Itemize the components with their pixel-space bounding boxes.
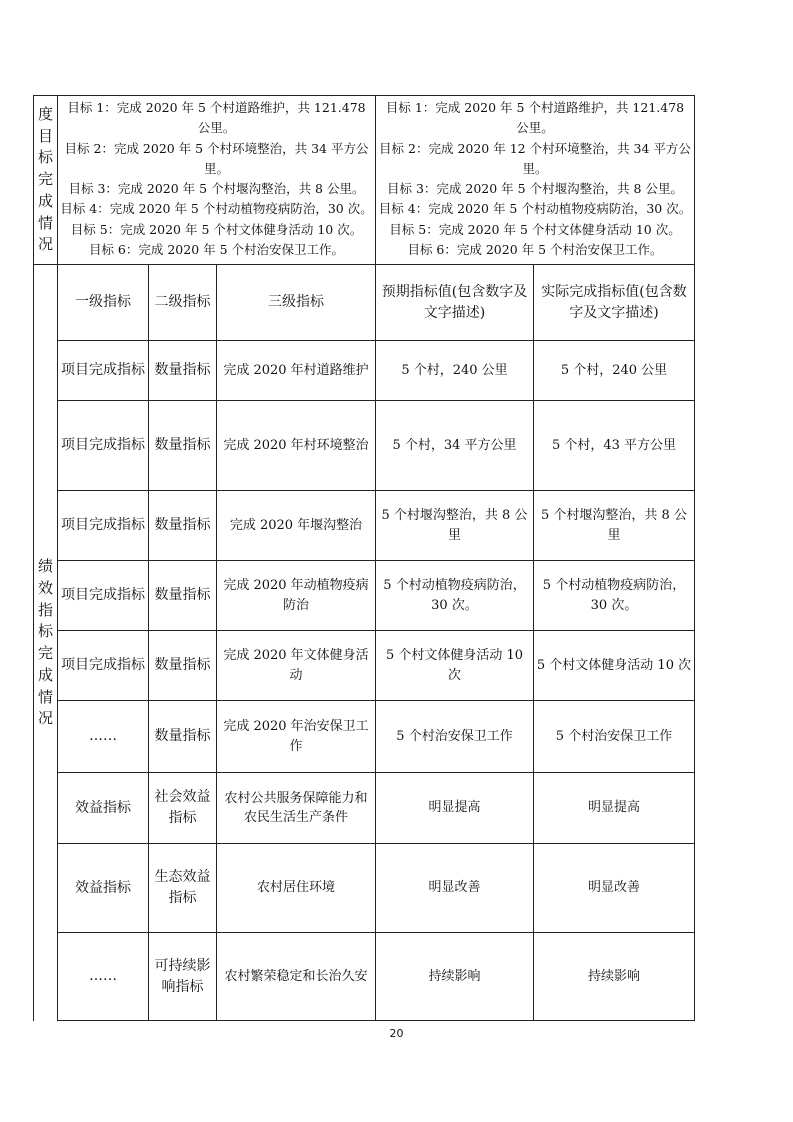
cell-actual: 5 个村，43 平方公里 xyxy=(533,400,695,491)
cell-level2: 数量指标 xyxy=(148,340,217,401)
header-expected: 预期指标值(包含数字及文字描述) xyxy=(375,264,534,341)
cell-actual: 5 个村治安保卫工作 xyxy=(533,700,695,773)
cell-level2: 数量指标 xyxy=(148,700,217,773)
cell-level2: 生态效益指标 xyxy=(148,843,217,933)
cell-expected: 明显改善 xyxy=(375,843,534,933)
actual-goals-cell xyxy=(375,95,695,265)
cell-level1: 效益指标 xyxy=(57,772,149,844)
cell-expected: 明显提高 xyxy=(375,772,534,844)
goal-item: 目标 3：完成 2020 年 5 个村堰沟整治，共 8 公里。 xyxy=(387,181,683,196)
cell-level1: …… xyxy=(57,700,149,773)
cell-level2: 社会效益指标 xyxy=(148,772,217,844)
cell-expected: 5 个村治安保卫工作 xyxy=(375,700,534,773)
goal-item: 目标 2：完成 2020 年 12 个村环境整治，共 34 平方公里。 xyxy=(379,140,691,176)
cell-level3: 完成 2020 年治安保卫工作 xyxy=(216,700,376,773)
cell-level3: 完成 2020 年文体健身活动 xyxy=(216,630,376,701)
cell-actual: 明显提高 xyxy=(533,772,695,844)
cell-expected: 5 个村，240 公里 xyxy=(375,340,534,401)
cell-level3: 农村公共服务保障能力和农民生活生产条件 xyxy=(216,772,376,844)
header-level1: 一级指标 xyxy=(57,264,149,341)
cell-level1: 项目完成指标 xyxy=(57,560,149,631)
goal-item: 目标 5：完成 2020 年 5 个村文体健身活动 10 次。 xyxy=(389,221,681,237)
cell-expected: 5 个村文体健身活动 10 次 xyxy=(375,630,534,701)
cell-level2: 数量指标 xyxy=(148,400,217,491)
cell-level1: 项目完成指标 xyxy=(57,400,149,491)
cell-expected: 5 个村动植物疫病防治，30 次。 xyxy=(375,560,534,631)
cell-level3: 完成 2020 年村道路维护 xyxy=(216,340,376,401)
cell-actual: 5 个村堰沟整治，共 8 公里 xyxy=(533,490,695,561)
cell-level2: 可持续影响指标 xyxy=(148,932,217,1021)
goal-item: 目标 6：完成 2020 年 5 个村治安保卫工作。 xyxy=(407,241,663,257)
cell-level1: 项目完成指标 xyxy=(57,630,149,701)
cell-level2: 数量指标 xyxy=(148,560,217,631)
goal-item: 目标 2：完成 2020 年 5 个村环境整治，共 34 平方公里。 xyxy=(64,140,369,176)
cell-level1: 项目完成指标 xyxy=(57,490,149,561)
cell-expected: 5 个村，34 平方公里 xyxy=(375,400,534,491)
top-section-label: 度目标完成情况 xyxy=(33,95,58,265)
cell-level3: 完成 2020 年动植物疫病防治 xyxy=(216,560,376,631)
cell-expected: 持续影响 xyxy=(375,932,534,1021)
cell-expected: 5 个村堰沟整治，共 8 公里 xyxy=(375,490,534,561)
goal-item: 目标 5：完成 2020 年 5 个村文体健身活动 10 次。 xyxy=(70,221,363,237)
goal-item: 目标 3：完成 2020 年 5 个村堰沟整治，共 8 公里。 xyxy=(68,181,365,196)
cell-actual: 明显改善 xyxy=(533,843,695,933)
header-actual: 实际完成指标值(包含数字及文字描述) xyxy=(533,264,695,341)
cell-actual: 5 个村，240 公里 xyxy=(533,340,695,401)
goal-item: 目标 1：完成 2020 年 5 个村道路维护，共 121.478 公里。 xyxy=(385,100,685,136)
cell-actual: 5 个村动植物疫病防治，30 次。 xyxy=(533,560,695,631)
cell-level1: 项目完成指标 xyxy=(57,340,149,401)
planned-goals-cell xyxy=(57,95,376,265)
performance-section-label: 绩效指标完成情况 xyxy=(33,264,58,1021)
goal-item: 目标 6：完成 2020 年 5 个村治安保卫工作。 xyxy=(88,241,345,257)
page-number: 20 xyxy=(389,1027,404,1040)
cell-level3: 完成 2020 年堰沟整治 xyxy=(216,490,376,561)
cell-level2: 数量指标 xyxy=(148,490,217,561)
cell-level3: 完成 2020 年村环境整治 xyxy=(216,400,376,491)
cell-actual: 5 个村文体健身活动 10 次 xyxy=(533,630,695,701)
cell-level3: 农村居住环境 xyxy=(216,843,376,933)
cell-level3: 农村繁荣稳定和长治久安 xyxy=(216,932,376,1021)
cell-level1: 效益指标 xyxy=(57,843,149,933)
header-level2: 二级指标 xyxy=(148,264,217,341)
goal-item: 目标 4：完成 2020 年 5 个村动植物疫病防治，30 次。 xyxy=(60,201,373,217)
header-level3: 三级指标 xyxy=(216,264,376,341)
cell-actual: 持续影响 xyxy=(533,932,695,1021)
goal-item: 目标 1：完成 2020 年 5 个村道路维护，共 121.478 公里。 xyxy=(67,100,366,136)
goal-item: 目标 4：完成 2020 年 5 个村动植物疫病防治，30 次。 xyxy=(378,201,692,217)
cell-level2: 数量指标 xyxy=(148,630,217,701)
cell-level1: …… xyxy=(57,932,149,1021)
